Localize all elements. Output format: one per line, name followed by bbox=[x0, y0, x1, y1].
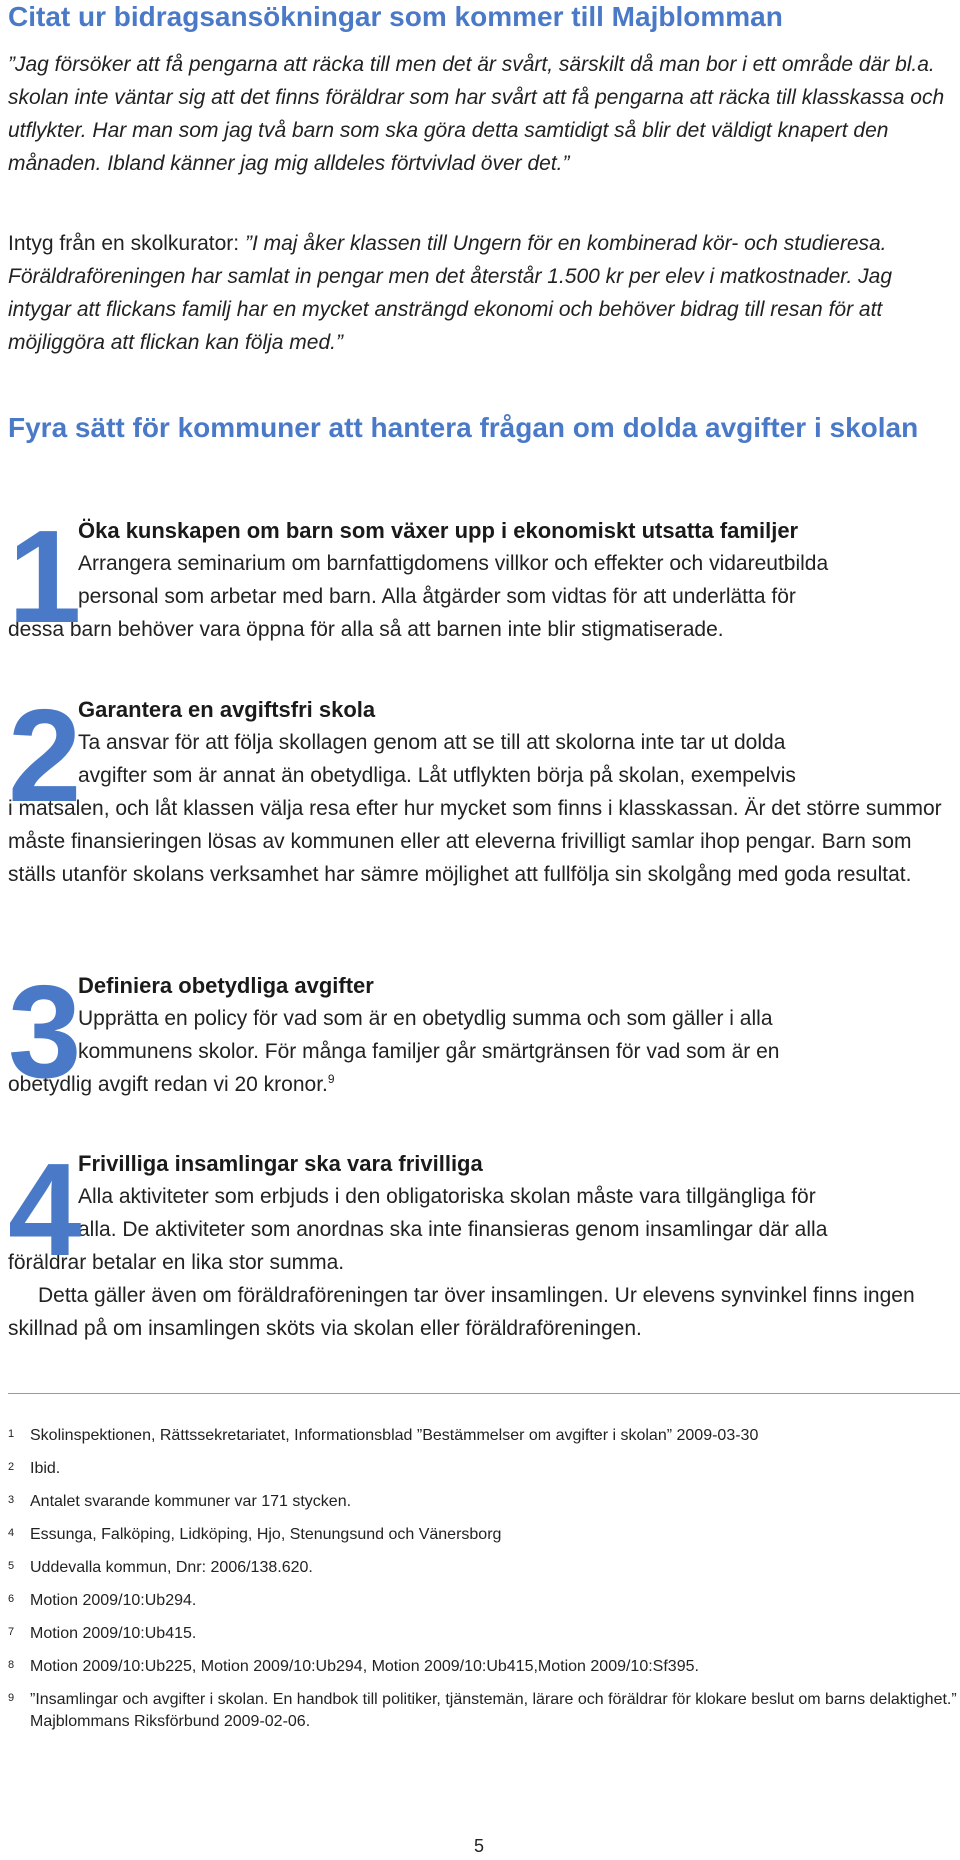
page-number: 5 bbox=[474, 1836, 485, 1856]
item-body bbox=[8, 1002, 960, 1101]
item-text: i matsalen, och låt klassen välja resa efter hur mycket som finns i klasskassan. Är det större summor måste finansieringen lösas av kommunen eller att eleverna frivilligt samlar ihop pengar. Barn som ställs utanför skolans verksamhet har sämre möjlighet att fullfölja sin skolgång med goda resultat. bbox=[8, 797, 942, 886]
footnote bbox=[8, 1689, 960, 1733]
footnote-text: Ibid. bbox=[30, 1460, 61, 1477]
item-text: dessa barn behöver vara öppna för alla så att barnen inte blir stigmatiserade. bbox=[8, 618, 724, 641]
footnote-number: 3 bbox=[8, 1494, 15, 1506]
item-number: 4 bbox=[8, 1136, 82, 1283]
item-line: Upprätta en policy för vad som är en obetydlig summa och som gäller i alla bbox=[78, 1007, 773, 1030]
item-title: Definiera obetydliga avgifter bbox=[78, 973, 374, 998]
footnote bbox=[8, 1656, 960, 1678]
item-paragraph: Detta gäller även om föräldraföreningen tar över insamlingen. Ur elevens synvinkel finns ingen skillnad på om insamlingen sköts via skolan eller föräldraföreningen. bbox=[8, 1284, 915, 1340]
item-line: kommunens skolor. För många familjer går smärtgränsen för vad som är en bbox=[78, 1040, 780, 1063]
ways-heading: Fyra sätt för kommuner att hantera frågan om dolda avgifter i skolan bbox=[8, 412, 919, 443]
footnote-text: Motion 2009/10:Ub294. bbox=[30, 1592, 197, 1609]
footnote bbox=[8, 1458, 960, 1480]
quotes-heading: Citat ur bidragsansökningar som kommer till Majblomman bbox=[8, 1, 783, 32]
curator-quote: ”I maj åker klassen till Ungern för en kombinerad kör- och studieresa. Föräldraföreningen har samlat in pengar men det återstår 1.500 kr per elev i matkostnader. Jag intygar att flickans familj har en mycket ansträngd ekonomi och behöver bidrag till resan för att möjliggöra att flickan kan följa med.” bbox=[8, 232, 893, 354]
list-item-1 bbox=[8, 503, 960, 650]
item-text-content: obetydlig avgift redan vi 20 kronor. bbox=[8, 1073, 328, 1096]
item-title: Öka kunskapen om barn som växer upp i ekonomiskt utsatta familjer bbox=[78, 518, 799, 543]
document-page bbox=[8, 0, 960, 1860]
list-item-4 bbox=[8, 1136, 960, 1345]
item-line: Arrangera seminarium om barnfattigdomens villkor och effekter och vidareutbilda bbox=[78, 552, 829, 575]
footnote-ref: 9 bbox=[327, 1072, 335, 1086]
footnote-text: ”Insamlingar och avgifter i skolan. En handbok till politiker, tjänstemän, lärare och föräldrar för klokare beslut om barns delaktighet.” Majblommans Riksförbund 2009-02-06. bbox=[30, 1691, 957, 1730]
item-line: personal som arbetar med barn. Alla åtgärder som vidtas för att underlätta för bbox=[78, 585, 796, 608]
footnote-text: Uddevalla kommun, Dnr: 2006/138.620. bbox=[30, 1559, 313, 1576]
footnote bbox=[8, 1557, 960, 1579]
list-item-3 bbox=[8, 958, 960, 1105]
footnote-number: 9 bbox=[8, 1692, 15, 1704]
list-item-2 bbox=[8, 682, 960, 891]
footnote-text: Motion 2009/10:Ub225, Motion 2009/10:Ub294, Motion 2009/10:Ub415,Motion 2009/10:Sf395. bbox=[30, 1658, 699, 1675]
curator-lead: Intyg från en skolkurator: bbox=[8, 232, 245, 255]
item-line: Ta ansvar för att följa skollagen genom att se till att skolorna inte tar ut dolda bbox=[78, 731, 786, 754]
item-body bbox=[8, 1180, 960, 1345]
item-title: Frivilliga insamlingar ska vara frivilliga bbox=[78, 1151, 483, 1176]
footnote bbox=[8, 1590, 960, 1612]
curator-statement bbox=[8, 227, 958, 359]
footnote-number: 5 bbox=[8, 1560, 15, 1572]
item-body bbox=[8, 547, 960, 646]
item-title: Garantera en avgiftsfri skola bbox=[78, 697, 376, 722]
footnote-number: 8 bbox=[8, 1659, 15, 1671]
footnote-text: Antalet svarande kommuner var 171 stycken. bbox=[30, 1493, 352, 1510]
footnote-number: 7 bbox=[8, 1626, 15, 1638]
footnote-text: Skolinspektionen, Rättssekretariatet, Informationsblad ”Bestämmelser om avgifter i skolan” 2009-03-30 bbox=[30, 1427, 759, 1444]
footnote-text: Motion 2009/10:Ub415. bbox=[30, 1625, 197, 1642]
footnote-number: 1 bbox=[8, 1428, 15, 1440]
footnote bbox=[8, 1524, 960, 1546]
footnotes bbox=[8, 1425, 960, 1744]
footnote bbox=[8, 1491, 960, 1513]
footnote-number: 2 bbox=[8, 1461, 15, 1473]
item-text: föräldrar betalar en lika stor summa. bbox=[8, 1251, 345, 1274]
footnote-number: 6 bbox=[8, 1593, 15, 1605]
footnote bbox=[8, 1623, 960, 1645]
footnote-text: Essunga, Falköping, Lidköping, Hjo, Stenungsund och Vänersborg bbox=[30, 1526, 502, 1543]
item-number: 2 bbox=[8, 682, 82, 829]
item-line: Alla aktiviteter som erbjuds i den obligatoriska skolan måste vara tillgängliga för bbox=[78, 1185, 816, 1208]
item-line: alla. De aktiviteter som anordnas ska inte finansieras genom insamlingar där alla bbox=[78, 1218, 828, 1241]
footnote bbox=[8, 1425, 960, 1447]
application-quote: ”Jag försöker att få pengarna att räcka till men det är svårt, särskilt då man bor i ett område där bl.a. skolan inte väntar sig att det finns föräldrar som har svårt att få pengarna att räcka till klasskassa och utflykter. Har man som jag två barn som ska göra detta samtidigt så blir det väldigt knapert den månaden. Ibland känner jag mig alldeles förtvivlad över det.” bbox=[8, 53, 945, 175]
footnote-divider bbox=[8, 1393, 960, 1394]
item-line: avgifter som är annat än obetydliga. Låt utflykten börja på skolan, exempelvis bbox=[78, 764, 796, 787]
item-body bbox=[8, 726, 960, 891]
item-text bbox=[8, 1068, 960, 1101]
footnote-number: 4 bbox=[8, 1527, 15, 1539]
item-number: 1 bbox=[8, 503, 82, 650]
item-number: 3 bbox=[8, 958, 82, 1105]
